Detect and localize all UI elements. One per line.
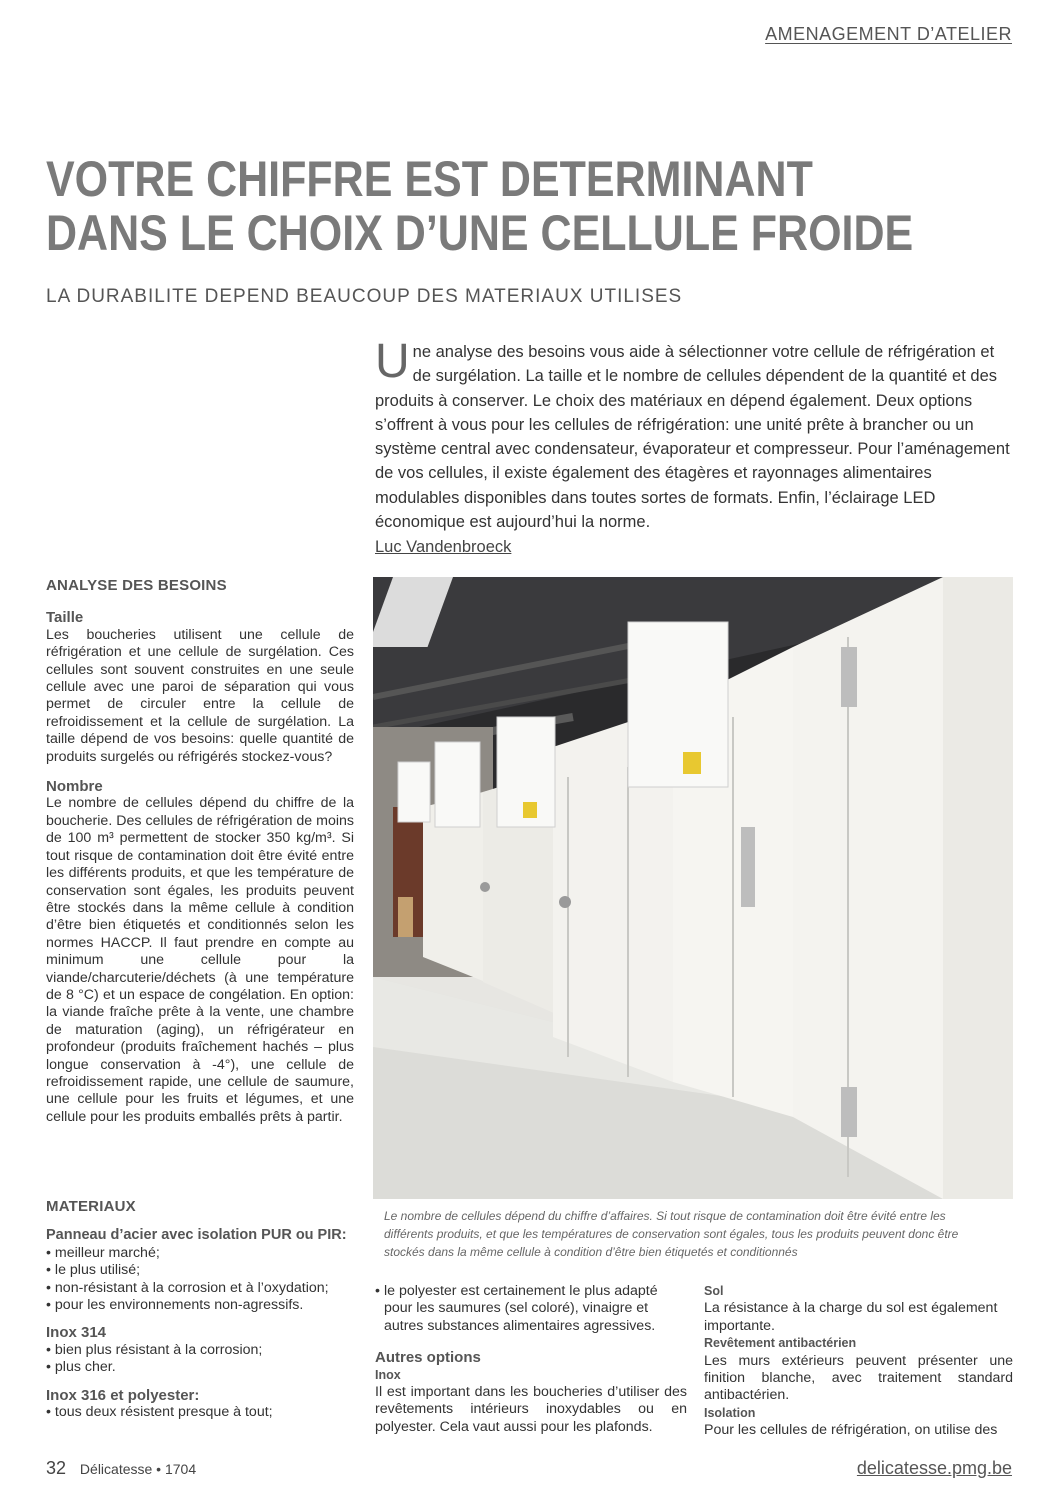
list-item: • plus cher. [46, 1359, 354, 1376]
photo-caption: Le nombre de cellules dépend du chiffre d’affaires. Si tout risque de contamination doit être évité entre les différents produits, et que les températures de conservation sont égales, tous les produits peuvent donc être stockés dans la même cellule à condition d’être bien étiquetés et conditionnés [384, 1209, 959, 1259]
revetement-text: Les murs extérieurs peuvent présenter une finition blanche, avec traitement standard antibactérien. [704, 1352, 1013, 1404]
footer-info [46, 1458, 196, 1479]
isolation-text: Pour les cellules de réfrigération, on utilise des [704, 1422, 998, 1439]
inox316-heading: Inox 316 et polyester: [46, 1386, 200, 1404]
cold-room-illustration [373, 577, 1013, 1199]
intro-text: ne analyse des besoins vous aide à sélectionner votre cellule de réfrigération et de surgélation. La taille et le nombre de cellules dépendent de la quantité et des produits à conserver. Le choix des matériaux en dépend également. Deux options s’offrent à vous pour les cellules de réfrigération: une unité prête à brancher ou un système central avec condensateur, évaporateur et compresseur. Pour l’aménagement de vos cellules, il existe également des étagères et rayonnages alimentaires modulables disponibles dans toutes sortes de formats. Enfin, l’éclairage LED économique est aujourd’hui la norme. [375, 343, 1010, 532]
nombre-text: Le nombre de cellules dépend du chiffre de la boucherie. Des cellules de réfrigération de moins de 100 m³ permettent de stocker 350 kg/m³. Si tout risque de contamination doit être évité entre les différents produits, et que les température de conservation sont égales, les produits peuvent être stockés dans la même cellule à condition d’être bien étiquetés et conditionnés selon les normes HACCP. Il faut prendre en compte au minimum une cellule pour la viande/charcuterie/déchets (à une température de 8 °C) et un espace de congélation. En option: la viande fraîche prête à la vente, une chambre de maturation (aging), un réfrigérateur en profondeur (produits fraîchement hachés – plus longue conservation à -4°), une cellule de refroidissement rapide, une cellule de saumure, une cellule pour les fruits et légumes, et une cellule pour les produits emballés prêts à partir. [46, 795, 354, 1125]
polyester-text: le polyester est certainement le plus adapté pour les saumures (sel coloré), vinaigre et autres substances alimentaires agressives. [383, 1283, 658, 1334]
inox-heading: Inox [375, 1367, 401, 1382]
analyse-section [46, 577, 354, 1126]
analyse-heading: ANALYSE DES BESOINS [46, 577, 227, 594]
list-item: • pour les environnements non-agressifs. [46, 1297, 354, 1314]
section-label: AMENAGEMENT D’ATELIER [765, 24, 1012, 44]
taille-heading: Taille [46, 609, 84, 627]
list-item: • tous deux résistent presque à tout; [46, 1404, 354, 1421]
author-byline: Luc Vandenbroeck [375, 538, 512, 556]
website-link[interactable]: delicatesse.pmg.be [856, 1458, 1012, 1478]
drop-cap: U [375, 335, 410, 388]
list-item: • meilleur marché; [46, 1245, 354, 1262]
nombre-heading: Nombre [46, 778, 103, 796]
title-line-2: DANS LE CHOIX D’UNE CELLULE FROIDE [46, 205, 914, 261]
materiaux-heading: MATERIAUX [46, 1198, 136, 1215]
page-title [46, 151, 914, 261]
materiaux-section [46, 1198, 354, 1421]
panneau-list [46, 1245, 354, 1315]
autres-heading: Autres options [375, 1349, 481, 1367]
sol-heading: Sol [704, 1284, 724, 1298]
page-number: 32 [46, 1458, 67, 1478]
title-line-1: VOTRE CHIFFRE EST DETERMINANT [46, 151, 813, 207]
middle-column [375, 1283, 687, 1436]
revetement-heading: Revêtement antibactérien [704, 1336, 857, 1351]
magazine-issue: Délicatesse • 1704 [79, 1461, 197, 1477]
intro-paragraph [375, 335, 1013, 534]
right-column [704, 1283, 1013, 1440]
taille-text: Les boucheries utilisent une cellule de réfrigération et une cellule de surgélation. Ces cellules sont souvent construites en une seule cellule avec une paroi de séparation qui vous permet de circuler entre la cellule de refroidissement et la cellule de surgélation. La taille dépend de vos besoins: quelle quantité de produits surgelés ou réfrigérés stockez-vous? [46, 626, 354, 765]
inox-text: Il est important dans les boucheries d’utiliser des revêtements intérieurs inoxydables ou en polyester. Cela vaut aussi pour les plafonds. [375, 1384, 687, 1435]
list-item: • le plus utilisé; [46, 1262, 354, 1279]
sol-text: La résistance à la charge du sol est également importante. [704, 1300, 998, 1334]
list-item: • bien plus résistant à la corrosion; [46, 1342, 354, 1359]
cold-room-photo [373, 577, 1013, 1199]
list-item: • non-résistant à la corrosion et à l’oxydation; [46, 1280, 354, 1297]
bullet: • [375, 1283, 380, 1299]
panneau-heading: Panneau d’acier avec isolation PUR ou PIR: [46, 1227, 347, 1244]
inox314-list [46, 1342, 354, 1377]
isolation-heading: Isolation [704, 1405, 756, 1420]
subtitle: LA DURABILITE DEPEND BEAUCOUP DES MATERIAUX UTILISES [46, 286, 683, 307]
inox316-list [46, 1404, 354, 1421]
inox314-heading: Inox 314 [46, 1324, 107, 1342]
polyester-item [375, 1283, 687, 1335]
